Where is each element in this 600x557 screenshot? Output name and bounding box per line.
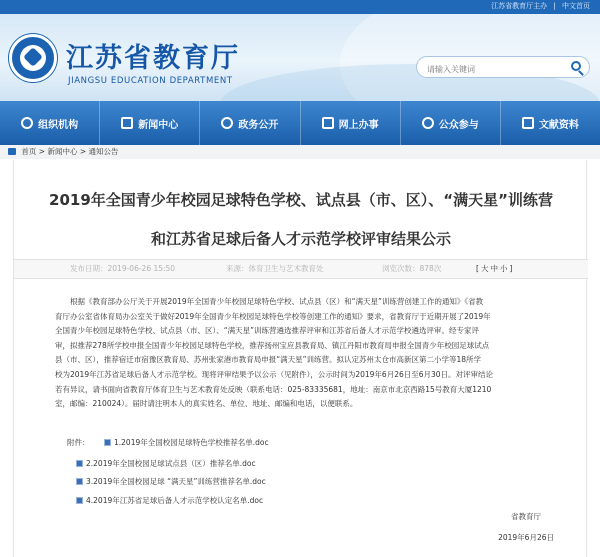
search-input[interactable] — [427, 60, 567, 80]
doc-file-icon — [104, 439, 111, 446]
site-title[interactable]: 江苏省教育厅 — [66, 43, 240, 74]
body-line: 审，拟推荐278所学校申报全国青少年校园足球特色学校，推荐扬州宝应县教育局、镇江丹阳市教育局申报全国青少年校园足球试点 — [55, 340, 490, 350]
breadcrumb: 首页 > 新闻中心 > 通知公告 — [0, 145, 600, 159]
nav-news[interactable]: 新闻中心 — [100, 101, 200, 145]
attachment-link-1[interactable]: 1.2019年全国校园足球特色学校推荐名单.doc — [104, 437, 269, 448]
top-bar — [0, 0, 600, 14]
site-subtitle: JIANGSU EDUCATION DEPARTMENT — [68, 76, 233, 86]
search-icon[interactable] — [571, 61, 581, 71]
article-title-line2: 和江苏省足球后备人才示范学校评审结果公示 — [150, 230, 451, 248]
breadcrumb-notice[interactable]: 通知公告 — [88, 147, 119, 156]
view-count: 浏览次数：878次 — [382, 264, 442, 273]
body-line: 校为2019年江苏省足球后备人才示范学校。现将评审结果予以公示（见附件），公示时间为2019年6月26日至6月30日。对评审结论 — [55, 369, 494, 379]
docs-icon — [522, 117, 534, 129]
logo-icon[interactable] — [9, 34, 57, 82]
sponsor-text: 江苏省教育厅主办 — [491, 2, 548, 10]
font-medium-button[interactable]: 中 — [490, 264, 498, 273]
body-line: 根据《教育部办公厅关于开展2019年全国青少年校园足球特色学校、试点县（区）和“满天星”训练营创建工作的通知》《省教 — [70, 297, 484, 306]
nav-online[interactable]: 网上办事 — [301, 101, 401, 145]
body-line: 室，邮编：210024）。届时请注明本人的真实姓名、单位、地址、邮编和电话，以便联系。 — [55, 399, 358, 409]
chinese-home-link[interactable]: 中文首页 — [562, 2, 590, 10]
article — [13, 160, 587, 557]
nav-org[interactable]: 组织机构 — [0, 101, 100, 145]
breadcrumb-home[interactable]: 首页 — [21, 147, 37, 156]
doc-file-icon — [76, 460, 83, 467]
attachment-link-2[interactable]: 2.2019年全国校园足球试点县（区）推荐名单.doc — [76, 458, 256, 469]
home-icon — [8, 148, 16, 155]
nav-docs[interactable]: 文献资料 — [501, 101, 600, 145]
font-small-button[interactable]: 小 — [499, 264, 508, 273]
font-large-button[interactable]: 大 — [480, 264, 489, 273]
attachment-link-3[interactable]: 3.2019年全国校园足球 “满天星”训练营推荐名单.doc — [76, 476, 266, 487]
attachments-label: 附件： — [67, 438, 90, 447]
doc-file-icon — [76, 478, 83, 485]
body-line: 若有异议，请书面向省教育厅体育卫生与艺术教育处反映（联系电话：025-83335681，地址：南京市北京西路15号教育大厦1210 — [55, 384, 492, 394]
breadcrumb-news[interactable]: 新闻中心 — [47, 147, 78, 156]
article-body — [55, 295, 555, 412]
gov-icon — [221, 117, 233, 129]
site-header — [0, 14, 600, 101]
news-icon — [121, 117, 133, 129]
org-icon — [21, 117, 33, 129]
font-size-switch: [ 大 中 小 ] — [476, 264, 513, 273]
body-line: 育厅办公室省体育局办公室关于做好2019年全国青少年校园足球特色学校等创建工作的通知》要求，省教育厅于近期开展了2019年 — [55, 311, 491, 321]
article-meta — [14, 259, 588, 279]
body-line: 全国青少年校园足球特色学校、试点县（市、区）、“满天星”训练营遴选推荐评审和江苏省后备人才示范学校遴选评审。经专家评 — [55, 326, 480, 336]
top-separator: | — [553, 2, 556, 10]
online-icon — [322, 117, 334, 129]
nav-gov[interactable]: 政务公开 — [200, 101, 300, 145]
public-icon — [422, 117, 434, 129]
publish-date: 发布日期：2019-06-26 15:50 — [70, 264, 176, 273]
article-title-line1: 2019年全国青少年校园足球特色学校、试点县（市、区）、“满天星”训练营 — [49, 191, 553, 209]
body-line: 县（市、区），推荐宿迁市宿豫区教育局、苏州张家港市教育局申报“满天星”训练营。拟认定苏州太仓市高新区第二小学等18所学 — [55, 355, 482, 365]
search-box — [416, 56, 590, 78]
article-source: 来源：体育卫生与艺术教育处 — [226, 264, 324, 273]
top-links — [487, 1, 590, 11]
main-nav — [0, 101, 600, 145]
nav-public[interactable]: 公众参与 — [401, 101, 501, 145]
doc-file-icon — [76, 497, 83, 504]
attachment-link-4[interactable]: 4.2019年江苏省足球后备人才示范学校认定名单.doc — [76, 495, 263, 506]
signature: 省教育厅 — [511, 512, 541, 521]
signature-date: 2019年6月26日 — [498, 533, 554, 542]
